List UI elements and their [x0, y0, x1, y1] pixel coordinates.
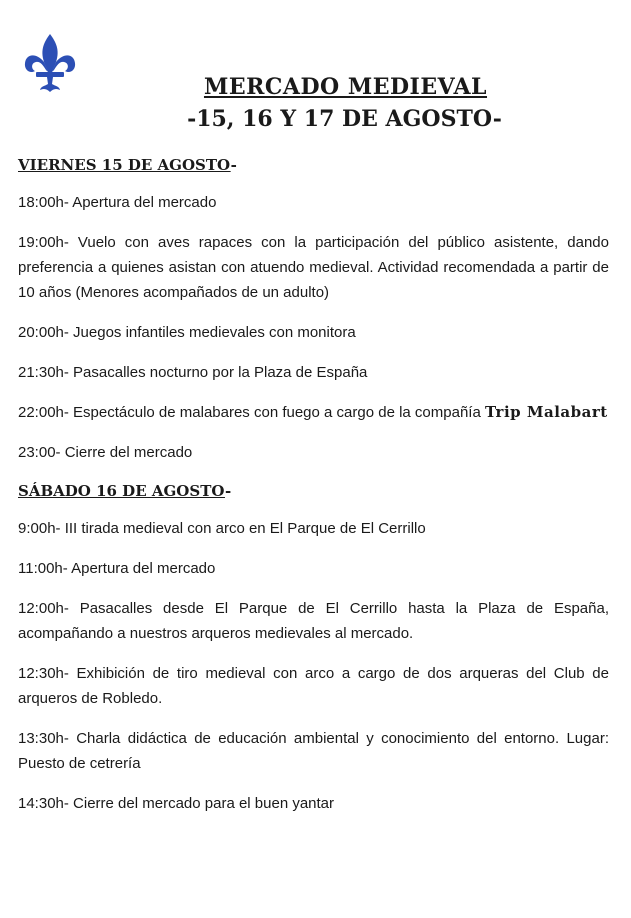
- day-header-friday: [18, 154, 609, 176]
- day-header-label: VIERNES 15 DE AGOSTO: [18, 156, 231, 174]
- schedule-item-text: 22:00h- Espectáculo de malabares con fuego a cargo de la compañía: [18, 404, 485, 421]
- day-header-saturday: [18, 480, 609, 502]
- company-name: Trip Malabart: [484, 403, 608, 421]
- day-header-suffix: -: [230, 156, 237, 174]
- schedule-item: 18:00h- Apertura del mercado: [18, 194, 217, 211]
- schedule-item: 12:30h- Exhibición de tiro medieval con arco a cargo de dos arqueras del Club de arqueros de Robledo.: [18, 665, 609, 707]
- schedule-item: 23:00- Cierre del mercado: [18, 444, 193, 461]
- page-title: MERCADO MEDIEVAL: [203, 74, 488, 100]
- program-content: [18, 154, 609, 831]
- schedule-item: 14:30h- Cierre del mercado para el buen yantar: [18, 795, 335, 812]
- schedule-item: 20:00h- Juegos infantiles medievales con monitora: [18, 324, 356, 341]
- schedule-item: 11:00h- Apertura del mercado: [18, 560, 216, 577]
- schedule-item: 19:00h- Vuelo con aves rapaces con la participación del público asistente, dando preferencia a quienes asistan con atuendo medieval. Actividad recomendada a partir de 10 años (Menores acompañados de un adulto): [18, 234, 609, 301]
- schedule-item: 9:00h- III tirada medieval con arco en El Parque de El Cerrillo: [18, 520, 426, 537]
- schedule-item: 12:00h- Pasacalles desde El Parque de El Cerrillo hasta la Plaza de España, acompañando a nuestros arqueros medievales al mercado.: [18, 600, 609, 642]
- schedule-item: 13:30h- Charla didáctica de educación ambiental y conocimiento del entorno. Lugar: Puesto de cetrería: [18, 730, 609, 772]
- schedule-item: 21:30h- Pasacalles nocturno por la Plaza de España: [18, 364, 368, 381]
- day-header-suffix: -: [224, 482, 232, 500]
- page-subtitle: -15, 16 Y 17 DE AGOSTO-: [187, 106, 502, 132]
- day-header-label: SÁBADO 16 DE AGOSTO: [18, 482, 225, 500]
- schedule-item: [18, 400, 609, 425]
